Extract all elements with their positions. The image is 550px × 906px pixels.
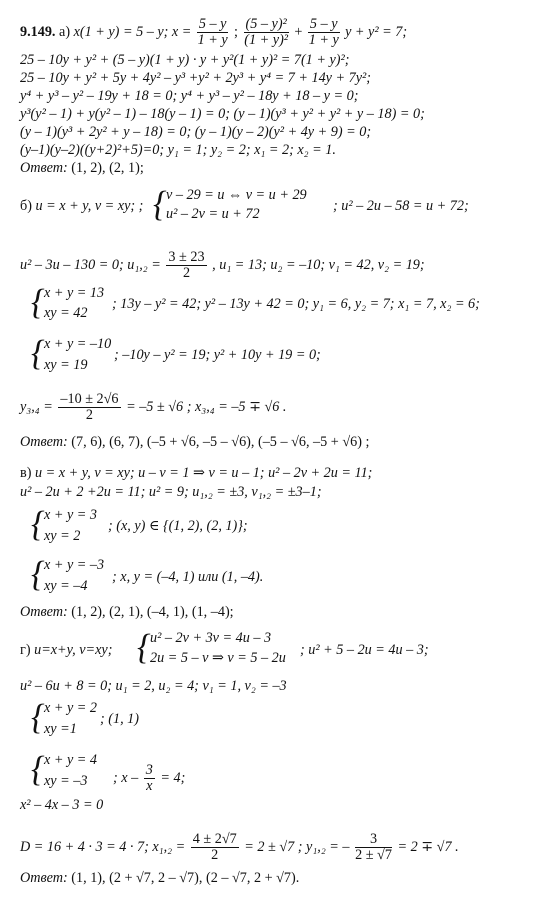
b-line3: ; 13y – y² = 42; y² – 13y + 42 = 0; y₁ = 6, y₂ = 7; x₁ = 7, x₂ = 6; bbox=[112, 296, 480, 312]
b-line1-end: ; u² – 2u – 58 = u + 72; bbox=[333, 198, 469, 214]
brace-icon: { bbox=[31, 283, 45, 322]
answer-label: Ответ: bbox=[20, 870, 68, 886]
d-system2 bbox=[31, 698, 111, 738]
answer-label: Ответ: bbox=[20, 434, 68, 450]
a-line1: x(1 + y) = 5 – y; x = bbox=[73, 23, 195, 40]
b-sys1-row2: u² – 2v = u + 72 bbox=[166, 206, 260, 222]
part-label-b: б) bbox=[20, 198, 32, 214]
c-sys1-row1: x + y = 3 bbox=[44, 507, 98, 523]
d-line6-b: = 2 ± √7 ; y₁,₂ = – bbox=[244, 838, 350, 855]
brace-icon: { bbox=[153, 185, 167, 224]
b-answer-value: (7, 6), (6, 7), (–5 + √6, –5 – √6), (–5 – √6, –5 + √6) ; bbox=[71, 434, 370, 450]
d-line1 bbox=[20, 642, 112, 658]
brace-icon: { bbox=[137, 628, 151, 667]
b-line1 bbox=[20, 198, 143, 214]
d-answer bbox=[20, 870, 299, 886]
b-line5-b: = –5 ± √6 ; x₃,₄ = –5 ∓ √6 . bbox=[126, 398, 287, 415]
a-answer bbox=[20, 160, 144, 176]
d-line1-text: u=x+y, v=xy; bbox=[34, 642, 113, 658]
b-system1 bbox=[153, 185, 343, 225]
c-answer-value: (1, 2), (2, 1), (–4, 1), (1, –4); bbox=[71, 604, 234, 620]
d-line3: ; (1, 1) bbox=[100, 711, 140, 727]
b-line1-text: u = x + y, v = xy; ; bbox=[35, 198, 144, 214]
c-line2: u² – 2u + 2 +2u = 11; u² = 9; u₁,₂ = ±3, v₁,₂ = ±3–1; bbox=[20, 484, 322, 500]
d-sys2-row1: x + y = 2 bbox=[44, 700, 98, 716]
d-line6-a: D = 16 + 4 · 3 = 4 · 7; x₁,₂ = bbox=[20, 838, 186, 855]
b-sys2-row1: x + y = 13 bbox=[44, 285, 105, 301]
c-sys2-row2: xy = –4 bbox=[44, 578, 88, 594]
d-sys3-row2: xy = –3 bbox=[44, 773, 88, 789]
d-sys1-row2: 2u = 5 – v ⇒ v = 5 – 2u bbox=[150, 650, 286, 666]
c-sys2-row1: x + y = –3 bbox=[44, 557, 105, 573]
b-system3 bbox=[31, 334, 126, 374]
a-frac2: $\frac{\text{(5 – y)²}}{\text{(1 + y)²}}$ bbox=[244, 16, 289, 48]
d-line5: x² – 4x – 3 = 0 bbox=[20, 797, 104, 813]
b-sys3-row1: x + y = –10 bbox=[44, 336, 112, 352]
d-frac2: $\frac{4 \pm 2√7}{2}$ bbox=[192, 831, 237, 863]
a-plus: + bbox=[294, 23, 303, 40]
d-line2: u² – 6u + 8 = 0; u₁ = 2, u₂ = 4; v₁ = 1, v₂ = –3 bbox=[20, 678, 287, 694]
a-line2: 25 – 10y + y² + (5 – y)(1 + y) · y + y²(1 + y)² = 7(1 + y)²; bbox=[20, 52, 350, 68]
b-sys1-row1: v – 29 = u ⇔ v = u + 29 bbox=[166, 187, 307, 203]
d-line1-end: ; u² + 5 – 2u = 4u – 3; bbox=[300, 642, 429, 658]
brace-icon: { bbox=[31, 750, 45, 789]
c-answer bbox=[20, 604, 234, 620]
a-answer-value: (1, 2), (2, 1); bbox=[71, 160, 144, 176]
brace-icon: { bbox=[31, 698, 45, 737]
d-line4-b: = 4; bbox=[160, 769, 186, 786]
a-line3: 25 – 10y + y² + 5y + 4y² – y³ +y² + 2y³ + y⁴ = 7 + 14y + 7y²; bbox=[20, 70, 372, 86]
brace-icon: { bbox=[31, 334, 45, 373]
b-line2-a: u² – 3u – 130 = 0; u₁,₂ = bbox=[20, 256, 161, 273]
d-frac1: $\frac{3}{x}$ bbox=[145, 762, 153, 794]
b-sys2-row2: xy = 42 bbox=[44, 305, 88, 321]
d-sys1-row1: u² – 2v + 3v = 4u – 3 bbox=[150, 630, 272, 646]
b-sys3-row2: xy = 19 bbox=[44, 357, 88, 373]
d-line4-a: ; x – bbox=[113, 769, 139, 786]
line-a1 bbox=[20, 17, 407, 48]
a-line1-end: y + y² = 7; bbox=[345, 23, 408, 40]
b-line2 bbox=[20, 250, 425, 281]
b-line5 bbox=[20, 392, 286, 423]
c-line4: ; x, y = (–4, 1) или (1, –4). bbox=[112, 569, 264, 585]
answer-label: Ответ: bbox=[20, 160, 68, 176]
answer-label: Ответ: bbox=[20, 604, 68, 620]
b-line2-b: , u₁ = 13; u₂ = –10; v₁ = 42, v₂ = 19; bbox=[212, 256, 425, 273]
d-line6 bbox=[20, 832, 459, 863]
b-frac1: $\frac{3 \pm 23}{2}$ bbox=[168, 249, 205, 281]
part-label-d: г) bbox=[20, 642, 31, 658]
d-sys2-row2: xy =1 bbox=[44, 721, 77, 737]
b-answer bbox=[20, 434, 369, 450]
a-line4: y⁴ + y³ – y² – 19y + 18 = 0; y⁴ + y³ – y² – 18y + 18 – y = 0; bbox=[20, 88, 359, 104]
d-sys3-row1: x + y = 4 bbox=[44, 752, 98, 768]
a-sep: ; bbox=[234, 23, 238, 40]
d-line6-c: = 2 ∓ √7 . bbox=[397, 838, 459, 855]
b-line5-a: y₃,₄ = bbox=[20, 398, 53, 415]
a-line7: (y–1)(y–2)((y+2)²+5)=0; y₁ = 1; y₂ = 2; x₁ = 2; x₂ = 1. bbox=[20, 142, 336, 158]
a-line6: (y – 1)(y³ + 2y² + y – 18) = 0; (y – 1)(y – 2)(y² + 4y + 9) = 0; bbox=[20, 124, 372, 140]
part-label-a: а) bbox=[59, 23, 71, 40]
c-system2 bbox=[31, 555, 121, 595]
a-line5: y³(y² – 1) + y(y² – 1) – 18(y – 1) = 0; (y – 1)(y³ + y² + y² + y – 18) = 0; bbox=[20, 106, 425, 122]
a-frac3: $\frac{5 - y}{1 + y}$ bbox=[308, 16, 339, 48]
b-frac2: $\frac{-10 \pm 2√6}{2}$ bbox=[60, 391, 119, 423]
d-answer-value: (1, 1), (2 + √7, 2 – √7), (2 – √7, 2 + √7). bbox=[71, 870, 300, 886]
d-system1 bbox=[137, 628, 317, 668]
part-label-c: в) bbox=[20, 465, 32, 481]
brace-icon: { bbox=[31, 505, 45, 544]
c-line1-text: u = x + y, v = xy; u – v = 1 ⇒ v = u – 1; u² – 2v + 2u = 11; bbox=[34, 465, 373, 481]
d-frac3: $\frac{3}{2 \pm √7}$ bbox=[355, 831, 392, 863]
c-line1 bbox=[20, 465, 372, 481]
a-frac1: $\frac{5 - y}{1 + y}$ bbox=[197, 16, 228, 48]
d-system3 bbox=[31, 750, 121, 790]
b-line4: ; –10y – y² = 19; y² + 10y + 19 = 0; bbox=[114, 347, 321, 363]
d-line4 bbox=[113, 763, 185, 794]
c-sys1-row2: xy = 2 bbox=[44, 528, 81, 544]
brace-icon: { bbox=[31, 555, 45, 594]
c-line3: ; (x, y) ∈ {(1, 2), (2, 1)}; bbox=[108, 518, 248, 534]
problem-number: 9.149. bbox=[20, 23, 56, 40]
